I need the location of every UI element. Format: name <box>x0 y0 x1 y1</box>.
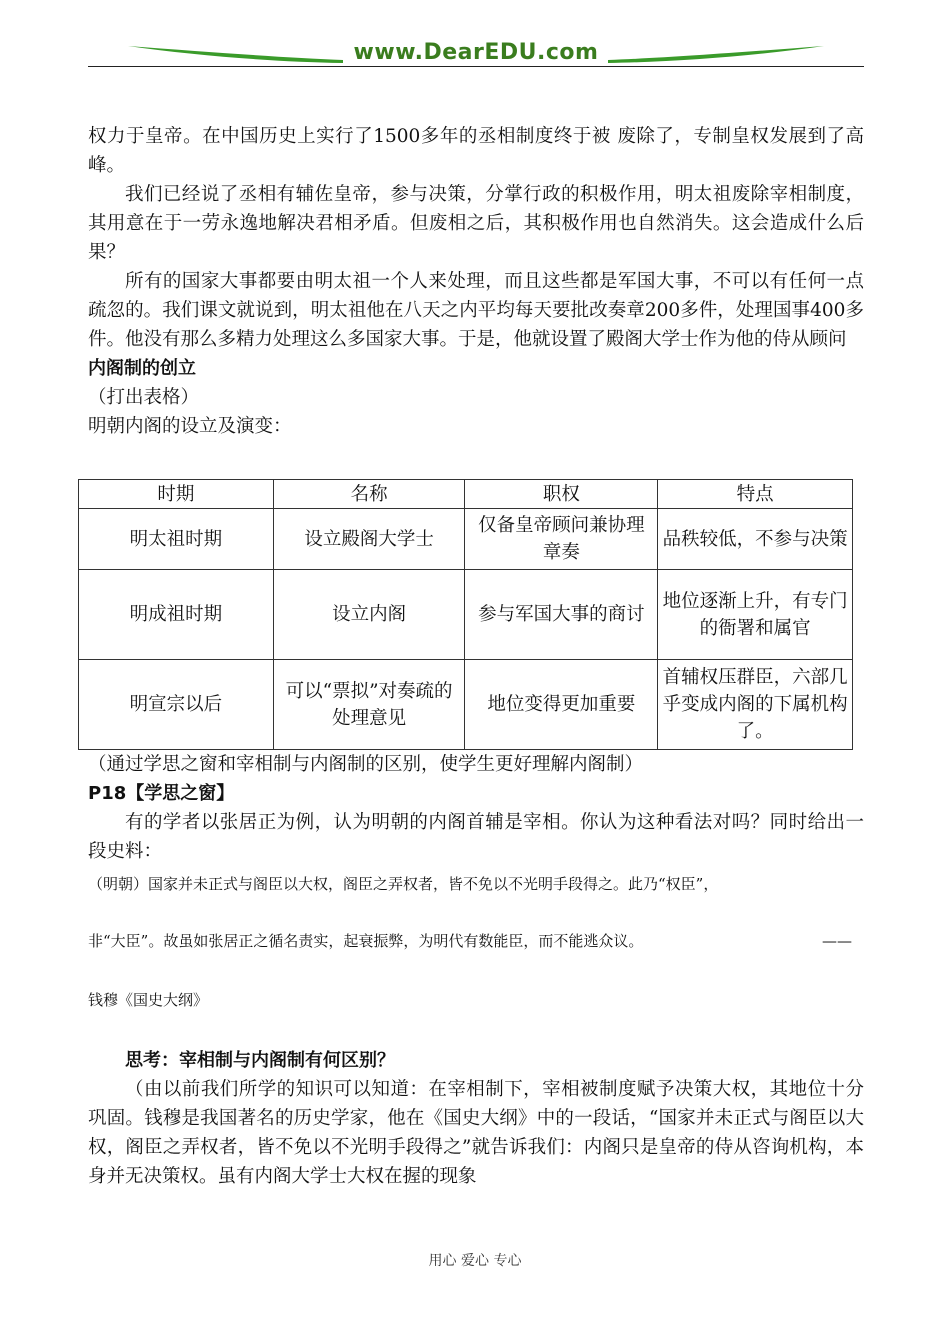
intro-text <box>88 122 864 441</box>
note-after-table: （通过学思之窗和宰相制与内阁制的区别，使学生更好理解内阁制） <box>88 754 644 775</box>
table-cell: 仅备皇帝顾问兼协理章奏 <box>465 509 658 570</box>
think-section <box>88 1046 864 1191</box>
table-header-row <box>79 480 853 509</box>
table-cell: 参与军国大事的商讨 <box>465 570 658 660</box>
table-row <box>79 660 853 750</box>
table-cell: 明宣宗以后 <box>79 660 274 750</box>
table-cell: 明成祖时期 <box>79 570 274 660</box>
think-paragraph: （由以前我们所学的知识可以知道：在宰相制下，宰相被制度赋予决策大权，其地位十分巩固。钱穆是我国著名的历史学家，他在《国史大纲》中的一段话，“国家并未正式与阁臣以大权，阁臣之弄权者，皆不免以不光明手段得之”就告诉我们：内阁只是皇帝的侍从咨询机构，本身并无决策权。虽有内阁大学士大权在握的现象 <box>88 1079 864 1187</box>
quote-line-2: 非“大臣”。故虽如张居正之循名责实，起衰振弊，为明代有数能臣，而不能逃众议。 <box>88 932 644 950</box>
column-header: 时期 <box>79 480 274 509</box>
table-cell: 品秩较低，不参与决策 <box>658 509 853 570</box>
note-print-table: （打出表格） <box>88 387 200 408</box>
think-title: 思考：宰相制与内阁制有何区别？ <box>125 1050 395 1071</box>
paragraph-1: 权力于皇帝。在中国历史上实行了1500多年的丞相制度终于被 废除了，专制皇权发展到了高峰。 <box>88 126 864 176</box>
section-title: 内阁制的创立 <box>88 358 196 379</box>
table-caption: 明朝内阁的设立及演变： <box>88 416 292 437</box>
page-footer: 用心 爱心 专心 <box>428 1253 522 1269</box>
table-cell: 地位逐渐上升，有专门的衙署和属官 <box>658 570 853 660</box>
paragraph-3: 所有的国家大事都要由明太祖一个人来处理，而且这些都是军国大事，不可以有任何一点疏忽的。我们课文就说到，明太祖他在八天之内平均每天要批改奏章200多件，处理国事400多件。他没有那么多精力处理这么多国家大事。于是，他就设置了殿阁大学士作为他的侍从顾问 <box>88 271 864 350</box>
quote-source: 钱穆《国史大纲》 <box>88 991 209 1009</box>
cabinet-evolution-table <box>78 479 853 750</box>
table-row <box>79 509 853 570</box>
column-header: 名称 <box>273 480 465 509</box>
table-row <box>79 570 853 660</box>
quote-line-1: （明朝）国家并未正式与阁臣以大权，阁臣之弄权者，皆不免以不光明手段得之。此乃“权臣”， <box>88 875 719 893</box>
table-cell: 首辅权压群臣，六部几乎变成内阁的下属机构了。 <box>658 660 853 750</box>
paragraph-2: 我们已经说了丞相有辅佐皇帝，参与决策，分掌行政的积极作用，明太祖废除宰相制度，其用意在于一劳永逸地解决君相矛盾。但废相之后，其积极作用也自然消失。这会造成什么后果？ <box>88 184 864 263</box>
site-logo[interactable]: www.DearEDU.com <box>353 40 599 65</box>
window-section <box>88 750 864 866</box>
table-cell: 设立殿阁大学士 <box>273 509 465 570</box>
header-divider <box>88 66 864 67</box>
window-title: P18【学思之窗】 <box>88 783 235 804</box>
column-header: 特点 <box>658 480 853 509</box>
window-paragraph: 有的学者以张居正为例，认为明朝的内阁首辅是宰相。你认为这种看法对吗？同时给出一段史料： <box>88 812 864 862</box>
table-cell: 地位变得更加重要 <box>465 660 658 750</box>
column-header: 职权 <box>465 480 658 509</box>
table-cell: 明太祖时期 <box>79 509 274 570</box>
quote-dash: —— <box>822 932 852 950</box>
table-cell: 设立内阁 <box>273 570 465 660</box>
table-cell: 可以“票拟”对奏疏的处理意见 <box>273 660 465 750</box>
